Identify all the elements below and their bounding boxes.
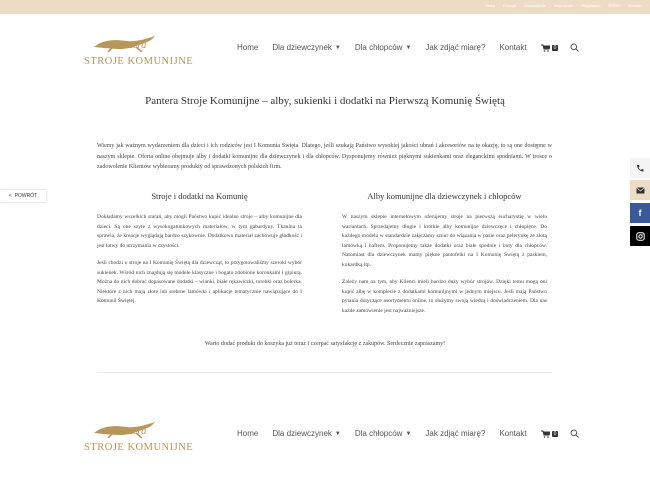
- nav-girls-label: Dla dziewczynek: [272, 43, 332, 52]
- top-link-rodo[interactable]: RODO: [608, 3, 621, 8]
- chevron-down-icon: ▼: [334, 430, 341, 437]
- top-link-order[interactable]: Zamówienie: [524, 3, 546, 8]
- nav-measure[interactable]: Jak zdjąć miarę?: [425, 429, 486, 438]
- closing-text: Warto dodać produkt do koszyka już teraz i czerpać satysfakcję z zakupów. Serdecznie zapraszamy!: [204, 341, 446, 347]
- logo-subtitle: STROJE KOMUNIJNE: [84, 442, 194, 453]
- nav-measure[interactable]: Jak zdjąć miarę?: [425, 43, 486, 52]
- nav-boys-label: Dla chłopców: [354, 43, 403, 52]
- logo-subtitle: STROJE KOMUNIJNE: [84, 56, 194, 67]
- cart-count-badge: 0: [553, 44, 557, 51]
- email-icon: [636, 187, 645, 194]
- left-column: [97, 191, 302, 315]
- cart-icon: [541, 44, 550, 52]
- right-paragraph-1: W naszym sklepie internetowym oferujemy stroje na pierwszą eucharystię w wielu wariantach. Sprzedajemy długie i krótkie alby komunijne dziewczęce i chłopięce. Do każdego modelu w standardzie załączamy sznur do wiązania w pasie oraz pelerynkę ze złotą lamówką i haftem. Proponujemy także dodatki oraz białe spodnie i buty dla chłopców. Natomiast dla dziewczynek mamy piękne pantofelki na I Komunię Świętą z paskiem, kokardką itp.: [342, 214, 547, 268]
- right-paragraph-2: Zależy nam na tym, aby Klienci mieli bardzo duży wybór strojów. Dzięki temu mogą oni kupić albę w komplecie z dodatkami komunijnymi w jednym miejscu. Jeśli mają Państwo pytania dotyczące asortymentu online, to służymy swoją wiedzą i doświadczeniem. Dla nas każde zamówienie jest najważniejsze.: [342, 279, 547, 314]
- right-column: [342, 191, 547, 324]
- cart-button[interactable]: [541, 430, 559, 438]
- nav-home[interactable]: Home: [237, 43, 259, 52]
- nav-girls[interactable]: [272, 429, 341, 438]
- chevron-left-icon: <: [8, 193, 12, 199]
- logo-brand: Pantera: [114, 426, 147, 437]
- nav-contact[interactable]: Kontakt: [499, 429, 527, 438]
- chevron-down-icon: ▼: [405, 430, 412, 437]
- search-icon[interactable]: [570, 429, 579, 438]
- back-label: POWRÓT: [14, 193, 38, 199]
- back-button[interactable]: [0, 190, 46, 202]
- nav-contact[interactable]: Kontakt: [499, 43, 527, 52]
- email-button[interactable]: [630, 180, 650, 200]
- logo-brand: Pantera: [114, 40, 147, 51]
- left-paragraph-1: Dokładamy wszelkich starań, aby mogli Państwo kupić idealne stroje – alby komunijne dla dzieci. Są one szyte z wysokogatunkowych materiałów, w tym gabardyny. Tkanina ta sprawia, że kreacje wyglądają bardzo szykownie. Dodatkowo materiał zachowuje gładkość i jest łatwy do utrzymania w czystości.: [97, 214, 302, 249]
- chevron-down-icon: ▼: [405, 44, 412, 51]
- top-bar: [0, 0, 650, 14]
- main-nav: [237, 43, 579, 52]
- cart-button[interactable]: [541, 44, 559, 52]
- content-divider: [97, 372, 552, 373]
- nav-boys-label: Dla chłopców: [354, 429, 403, 438]
- top-links: [485, 3, 642, 8]
- top-link-contact[interactable]: Kontakt: [628, 3, 642, 8]
- facebook-button[interactable]: [630, 203, 650, 223]
- footer-header: [0, 412, 650, 464]
- top-link-shop[interactable]: Sklep: [485, 3, 496, 8]
- left-paragraph-2: Jeśli chodzi o stroje na I Komunię Świętą dla dziewcząt, to przygotowaliśmy szeroki wybór sukienek. Wśród nich znajdują się modele klasyczne i bogato zdobione koronkami i gipiurą. Można do nich dobrać dopasowane dodatki – wianki, białe rękawiczki, torebki oraz bolerka. Niektóre z nich mają złote lub srebrne lamówki i aplikacje tematycznie nawiązujące do I Komunii Świętej.: [97, 260, 302, 304]
- facebook-icon: f: [638, 208, 642, 218]
- nav-girls[interactable]: [272, 43, 341, 52]
- footer-nav: [237, 429, 579, 438]
- site-header: [0, 26, 650, 78]
- footer-logo[interactable]: [84, 420, 194, 464]
- right-heading: Alby komunijne dla dziewczynek i chłopców: [367, 191, 522, 201]
- phone-button[interactable]: [630, 158, 650, 178]
- site-logo[interactable]: [84, 34, 194, 78]
- nav-home[interactable]: Home: [237, 429, 259, 438]
- top-link-account[interactable]: Moje konto: [553, 3, 574, 8]
- phone-icon: [636, 164, 644, 172]
- cart-icon: [541, 430, 550, 438]
- search-icon[interactable]: [570, 43, 579, 52]
- top-link-terms[interactable]: Regulamin: [581, 3, 601, 8]
- chevron-down-icon: ▼: [334, 44, 341, 51]
- intro-text: Wiemy jak ważnym wydarzeniem dla dzieci i ich rodziców jest I Komunia Święta. Dlatego, jeśli szukają Państwo wysokiej jakości ubrań i akcesoriów na tę okazję, to są one dostępne w naszym sklepie. Oferta online obejmuje alby i dodatki komunijne dla dziewczynek i dla chłopców. Dysponujemy również pięknymi sukienkami oraz eleganckimi spodniami. W trosce o zadowolenie Klientów wybieramy produkty od sprawdzonych polskich firm.: [97, 143, 552, 170]
- nav-boys[interactable]: [355, 429, 412, 438]
- left-heading: Stroje i dodatki na Komunię: [151, 191, 248, 201]
- nav-boys[interactable]: [355, 43, 412, 52]
- page-title: Pantera Stroje Komunijne – alby, sukienki i dodatki na Pierwszą Komunię Świętą: [145, 95, 505, 107]
- cart-count-badge: 0: [553, 430, 557, 437]
- instagram-button[interactable]: [630, 226, 650, 246]
- nav-girls-label: Dla dziewczynek: [272, 429, 332, 438]
- instagram-icon: [636, 232, 645, 241]
- top-link-cart[interactable]: Koszyk: [503, 3, 517, 8]
